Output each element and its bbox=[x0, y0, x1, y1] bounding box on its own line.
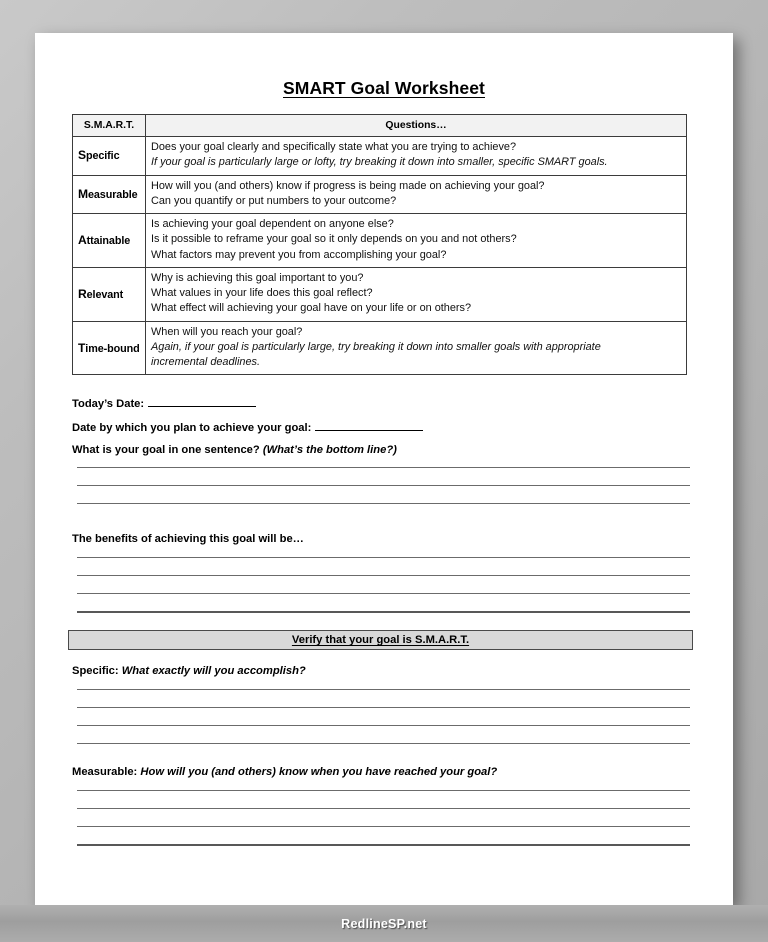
smart-criteria-table bbox=[72, 114, 687, 375]
question-line: What effect will achieving your goal have on your life or on others? bbox=[151, 302, 472, 315]
target-date-field bbox=[72, 420, 423, 434]
question-line: How will you (and others) know if progress is being made on achieving your goal? bbox=[151, 179, 545, 192]
table-row bbox=[73, 214, 687, 268]
table-row bbox=[73, 267, 687, 321]
header-smart: S.M.A.R.T. bbox=[73, 115, 146, 137]
smart-initial: R bbox=[78, 286, 87, 301]
question-line: Again, if your goal is particularly large, try breaking it down into smaller goals with appropriate bbox=[151, 340, 601, 353]
smart-label-rest: ime-bound bbox=[85, 342, 140, 355]
question-line: Is it possible to reframe your goal so it only depends on you and not others? bbox=[151, 233, 517, 246]
benefits-answer-line[interactable] bbox=[77, 593, 690, 594]
measurable-answer-line[interactable] bbox=[77, 826, 690, 827]
watermark-text: RedlineSP.net bbox=[341, 916, 427, 931]
smart-letter-label bbox=[73, 321, 146, 375]
specific-answer-line[interactable] bbox=[77, 689, 690, 690]
table-row bbox=[73, 137, 687, 176]
smart-letter-label bbox=[73, 137, 146, 176]
smart-initial: M bbox=[78, 186, 88, 201]
question-line: If your goal is particularly large or lofty, try breaking it down into smaller, specific SMART goals. bbox=[151, 156, 608, 169]
verify-measurable-label: Measurable: bbox=[72, 766, 138, 778]
benefits-answer-line[interactable] bbox=[77, 611, 690, 613]
goal-sentence-label: What is your goal in one sentence? bbox=[72, 444, 260, 456]
verify-measurable-question: How will you (and others) know when you have reached your goal? bbox=[140, 766, 498, 778]
goal-sentence-prompt bbox=[72, 444, 397, 456]
document-page bbox=[35, 33, 733, 905]
smart-initial: A bbox=[78, 232, 87, 247]
benefits-label: The benefits of achieving this goal will be… bbox=[72, 533, 304, 545]
goal-answer-line[interactable] bbox=[77, 485, 690, 486]
footer-watermark-bar bbox=[0, 905, 768, 942]
smart-questions-cell bbox=[146, 137, 687, 176]
smart-initial: S bbox=[78, 148, 86, 163]
table-header-row bbox=[73, 115, 687, 137]
table-body bbox=[73, 137, 687, 375]
smart-questions-cell bbox=[146, 175, 687, 214]
question-line: Can you quantify or put numbers to your outcome? bbox=[151, 194, 397, 207]
measurable-answer-line[interactable] bbox=[77, 790, 690, 791]
table-row bbox=[73, 175, 687, 214]
smart-questions-cell bbox=[146, 267, 687, 321]
verify-banner bbox=[68, 630, 693, 650]
verify-measurable-prompt bbox=[72, 766, 497, 778]
todays-date-field bbox=[72, 396, 256, 410]
todays-date-label: Today’s Date: bbox=[72, 398, 145, 410]
smart-initial: T bbox=[78, 340, 86, 355]
question-line: Why is achieving this goal important to you? bbox=[151, 271, 364, 284]
smart-label-rest: pecific bbox=[85, 150, 120, 163]
benefits-answer-line[interactable] bbox=[77, 557, 690, 558]
smart-letter-label bbox=[73, 267, 146, 321]
smart-letter-label bbox=[73, 214, 146, 268]
question-line: When will you reach your goal? bbox=[151, 325, 303, 338]
measurable-answer-line[interactable] bbox=[77, 808, 690, 809]
header-questions: Questions… bbox=[146, 115, 687, 137]
specific-answer-line[interactable] bbox=[77, 725, 690, 726]
question-line: What factors may prevent you from accomplishing your goal? bbox=[151, 248, 447, 261]
page-content bbox=[35, 33, 733, 905]
verify-specific-prompt bbox=[72, 665, 306, 677]
target-date-label: Date by which you plan to achieve your goal: bbox=[72, 422, 312, 434]
todays-date-blank[interactable] bbox=[148, 396, 256, 407]
smart-letter-label bbox=[73, 175, 146, 214]
verify-specific-label: Specific: bbox=[72, 665, 119, 677]
question-line: What values in your life does this goal reflect? bbox=[151, 287, 373, 300]
goal-sentence-hint: (What’s the bottom line?) bbox=[262, 444, 397, 456]
specific-answer-line[interactable] bbox=[77, 743, 690, 744]
page-title bbox=[35, 78, 733, 99]
benefits-prompt bbox=[72, 533, 304, 545]
table-row bbox=[73, 321, 687, 375]
question-line: incremental deadlines. bbox=[151, 356, 260, 369]
specific-answer-line[interactable] bbox=[77, 707, 690, 708]
goal-answer-line[interactable] bbox=[77, 467, 690, 468]
smart-questions-cell bbox=[146, 321, 687, 375]
question-line: Is achieving your goal dependent on anyone else? bbox=[151, 218, 394, 231]
goal-answer-line[interactable] bbox=[77, 503, 690, 504]
measurable-answer-line[interactable] bbox=[77, 844, 690, 846]
verify-specific-question: What exactly will you accomplish? bbox=[121, 665, 306, 677]
target-date-blank[interactable] bbox=[315, 420, 423, 431]
benefits-answer-line[interactable] bbox=[77, 575, 690, 576]
smart-label-rest: easurable bbox=[87, 188, 138, 201]
smart-questions-cell bbox=[146, 214, 687, 268]
smart-label-rest: elevant bbox=[86, 288, 124, 301]
verify-banner-text: Verify that your goal is S.M.A.R.T. bbox=[291, 634, 470, 646]
page-title-text: SMART Goal Worksheet bbox=[283, 78, 485, 98]
question-line: Does your goal clearly and specifically state what you are trying to achieve? bbox=[151, 141, 517, 153]
smart-label-rest: ttainable bbox=[86, 234, 131, 247]
